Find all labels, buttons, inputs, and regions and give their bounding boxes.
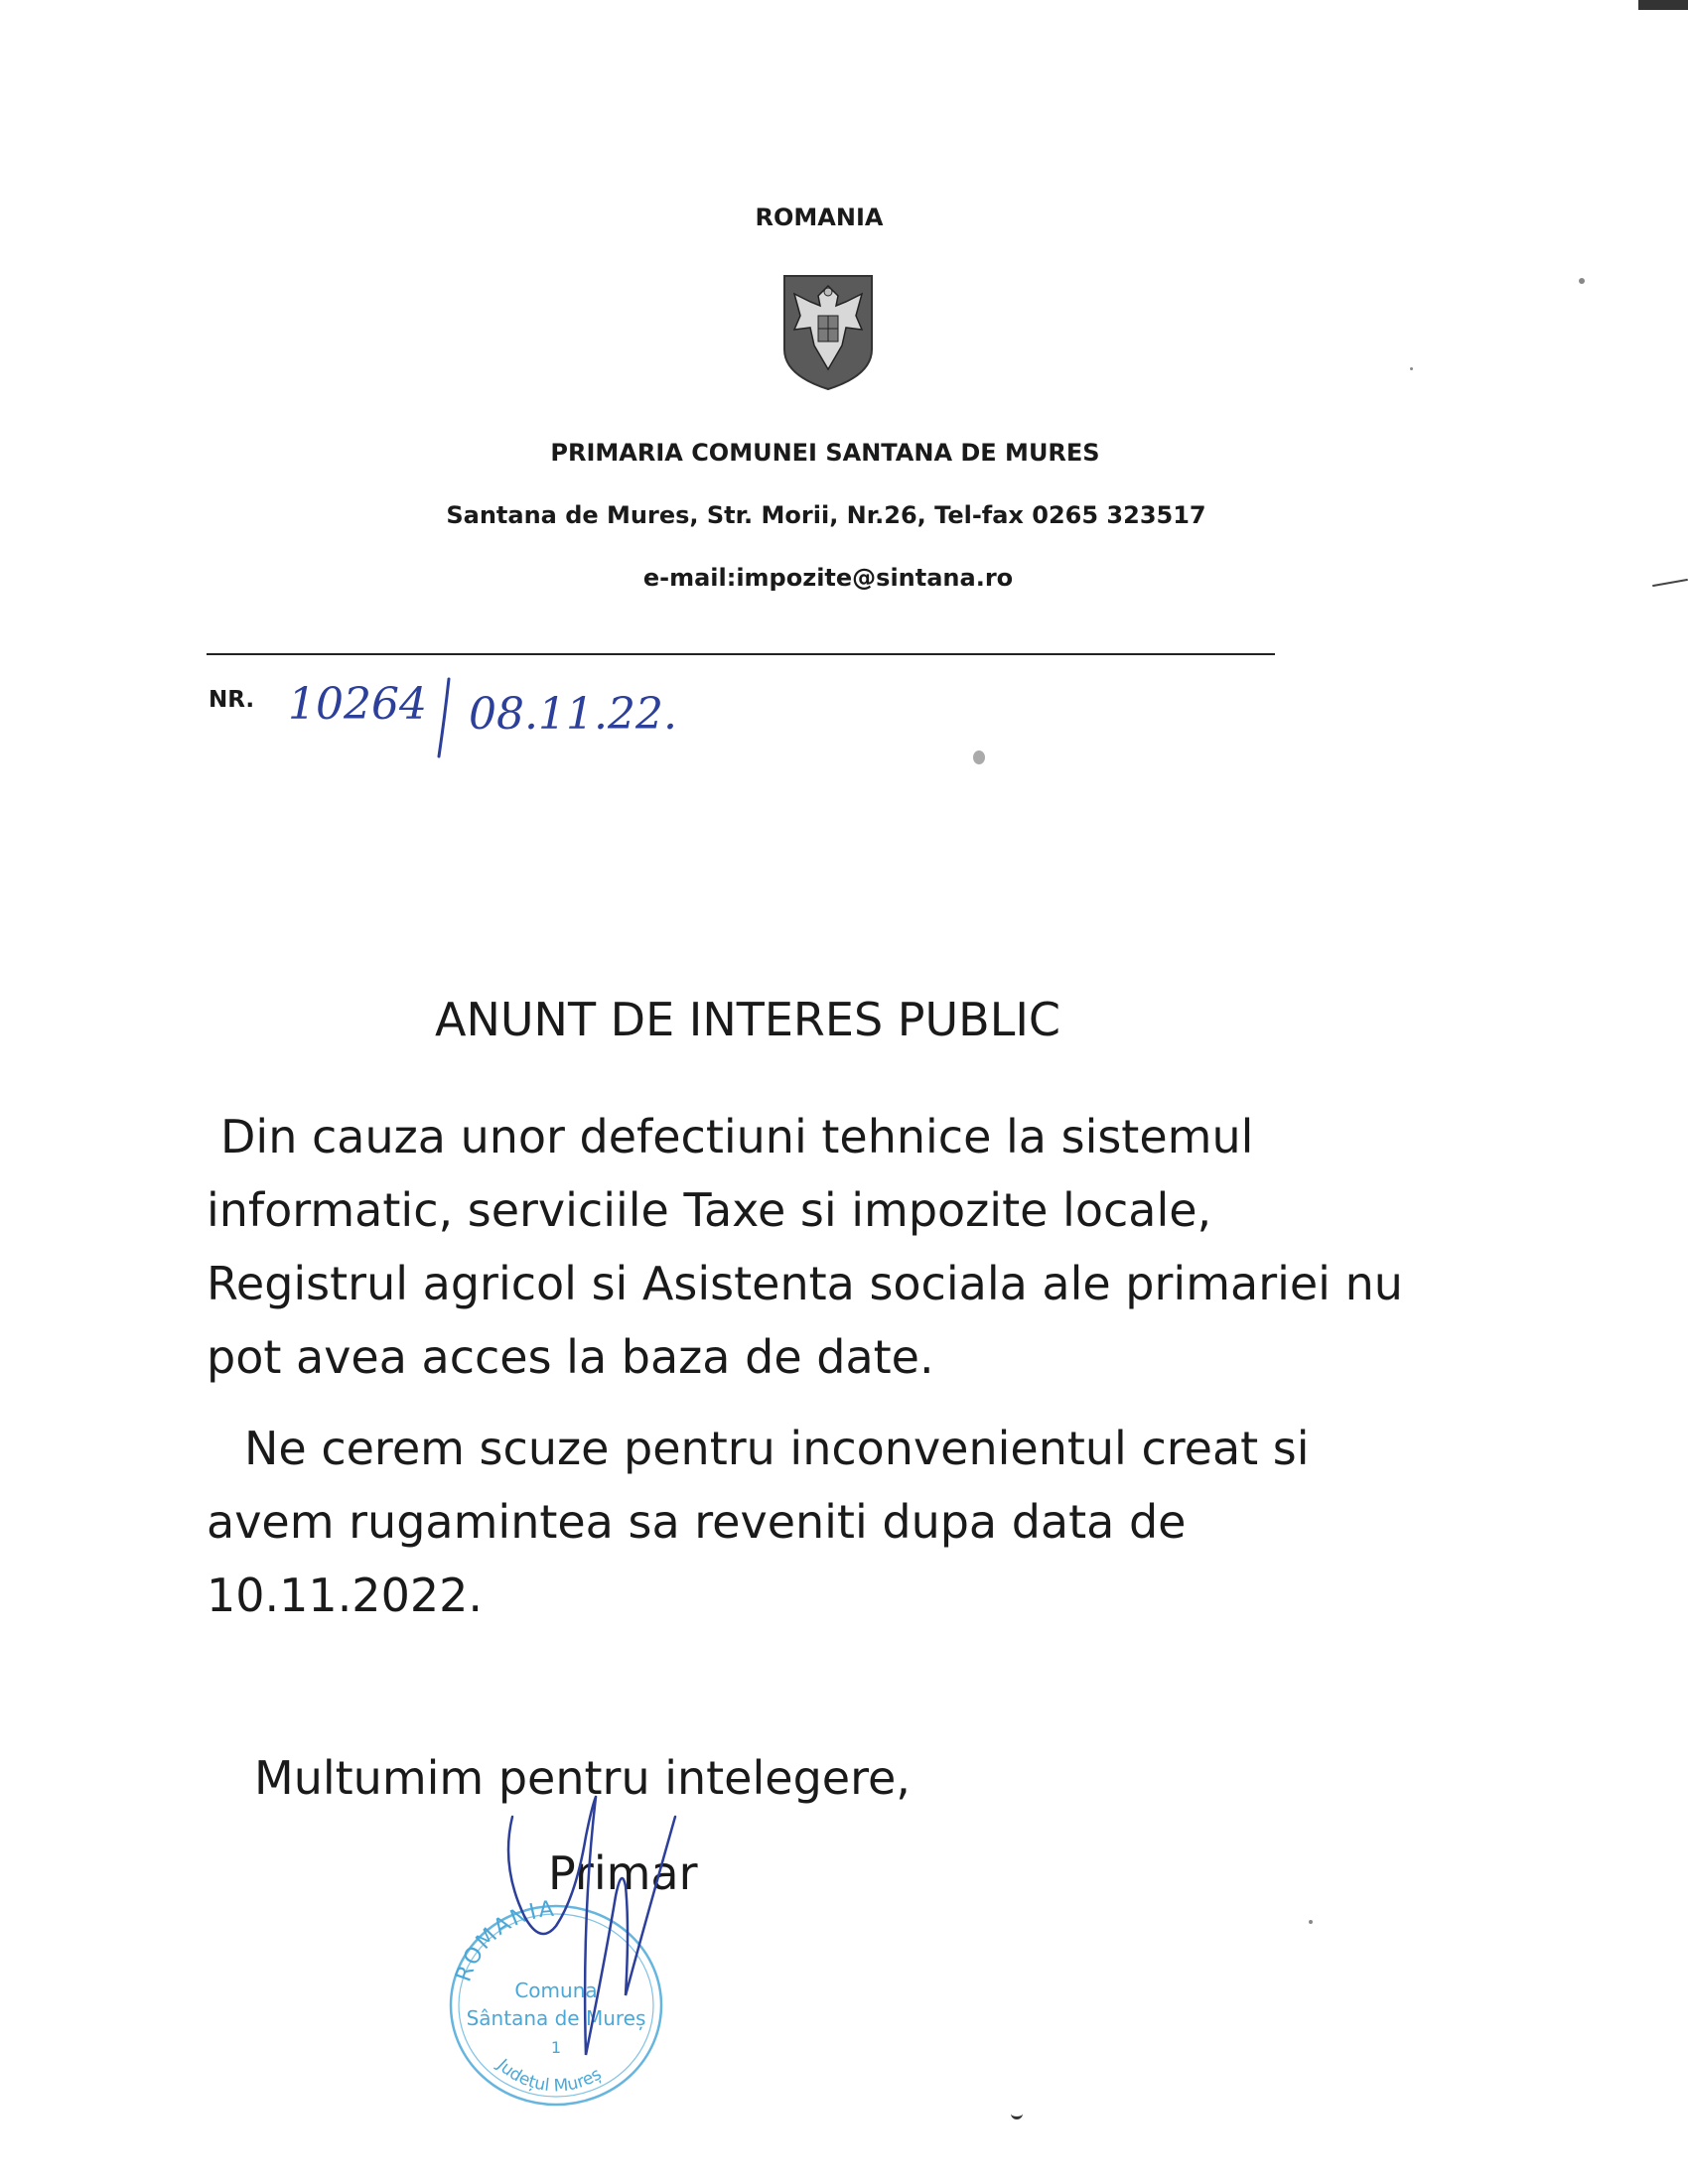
scan-mark <box>1011 2111 1023 2119</box>
stamp-line-2: Sântana de Mureș <box>466 2006 646 2030</box>
paragraph-line: pot avea acces la baza de date. <box>207 1330 934 1384</box>
institution-email: e-mail:impozite@sintana.ro <box>642 564 1014 592</box>
institution-address: Santana de Mures, Str. Morii, Nr.26, Tel-fax 0265 323517 <box>446 501 1206 529</box>
signature <box>496 1777 735 2075</box>
paragraph-line: Din cauza unor defectiuni tehnice la sistemul <box>220 1110 1254 1163</box>
registration-number: 10264 <box>288 679 427 730</box>
romanian-coat-of-arms-icon <box>780 272 876 393</box>
registration-date: 08.11.22. <box>469 689 677 740</box>
registration-label: NR. <box>209 687 255 713</box>
registration-handwritten <box>280 671 737 760</box>
stamp-number: 1 <box>550 2038 562 2057</box>
header-divider <box>207 653 1275 655</box>
paragraph-line: Registrul agricol si Asistenta sociala ale primariei nu <box>207 1257 1403 1310</box>
paragraph-line: 10.11.2022. <box>207 1569 483 1622</box>
paragraph-line: Ne cerem scuze pentru inconvenientul creat si <box>244 1422 1310 1475</box>
scan-edge <box>1638 0 1688 10</box>
notice-paragraph-2 <box>207 1412 1458 1632</box>
stamp-line-1: Comuna <box>514 1979 598 2002</box>
notice-title: ANUNT DE INTERES PUBLIC <box>435 993 1061 1046</box>
paragraph-line: informatic, serviciile Taxe si impozite locale, <box>207 1183 1212 1237</box>
country-name: ROMANIA <box>755 204 884 231</box>
scan-speck <box>1410 367 1413 370</box>
paragraph-line: avem rugamintea sa reveniti dupa data de <box>207 1495 1187 1549</box>
scan-speck <box>973 751 985 764</box>
institution-name: PRIMARIA COMUNEI SANTANA DE MURES <box>550 439 1100 467</box>
stamp-top-text: ROMANIA <box>451 1896 557 1985</box>
stamp-bottom-text: Județul Mureș <box>492 2055 606 2097</box>
closing-thanks: Multumim pentru intelegere, <box>254 1751 911 1805</box>
notice-paragraph-1 <box>207 1100 1458 1394</box>
scan-speck <box>1579 278 1585 284</box>
signatory-title: Primar <box>548 1846 698 1900</box>
scan-edge <box>1652 579 1688 587</box>
scan-speck <box>1309 1920 1313 1924</box>
